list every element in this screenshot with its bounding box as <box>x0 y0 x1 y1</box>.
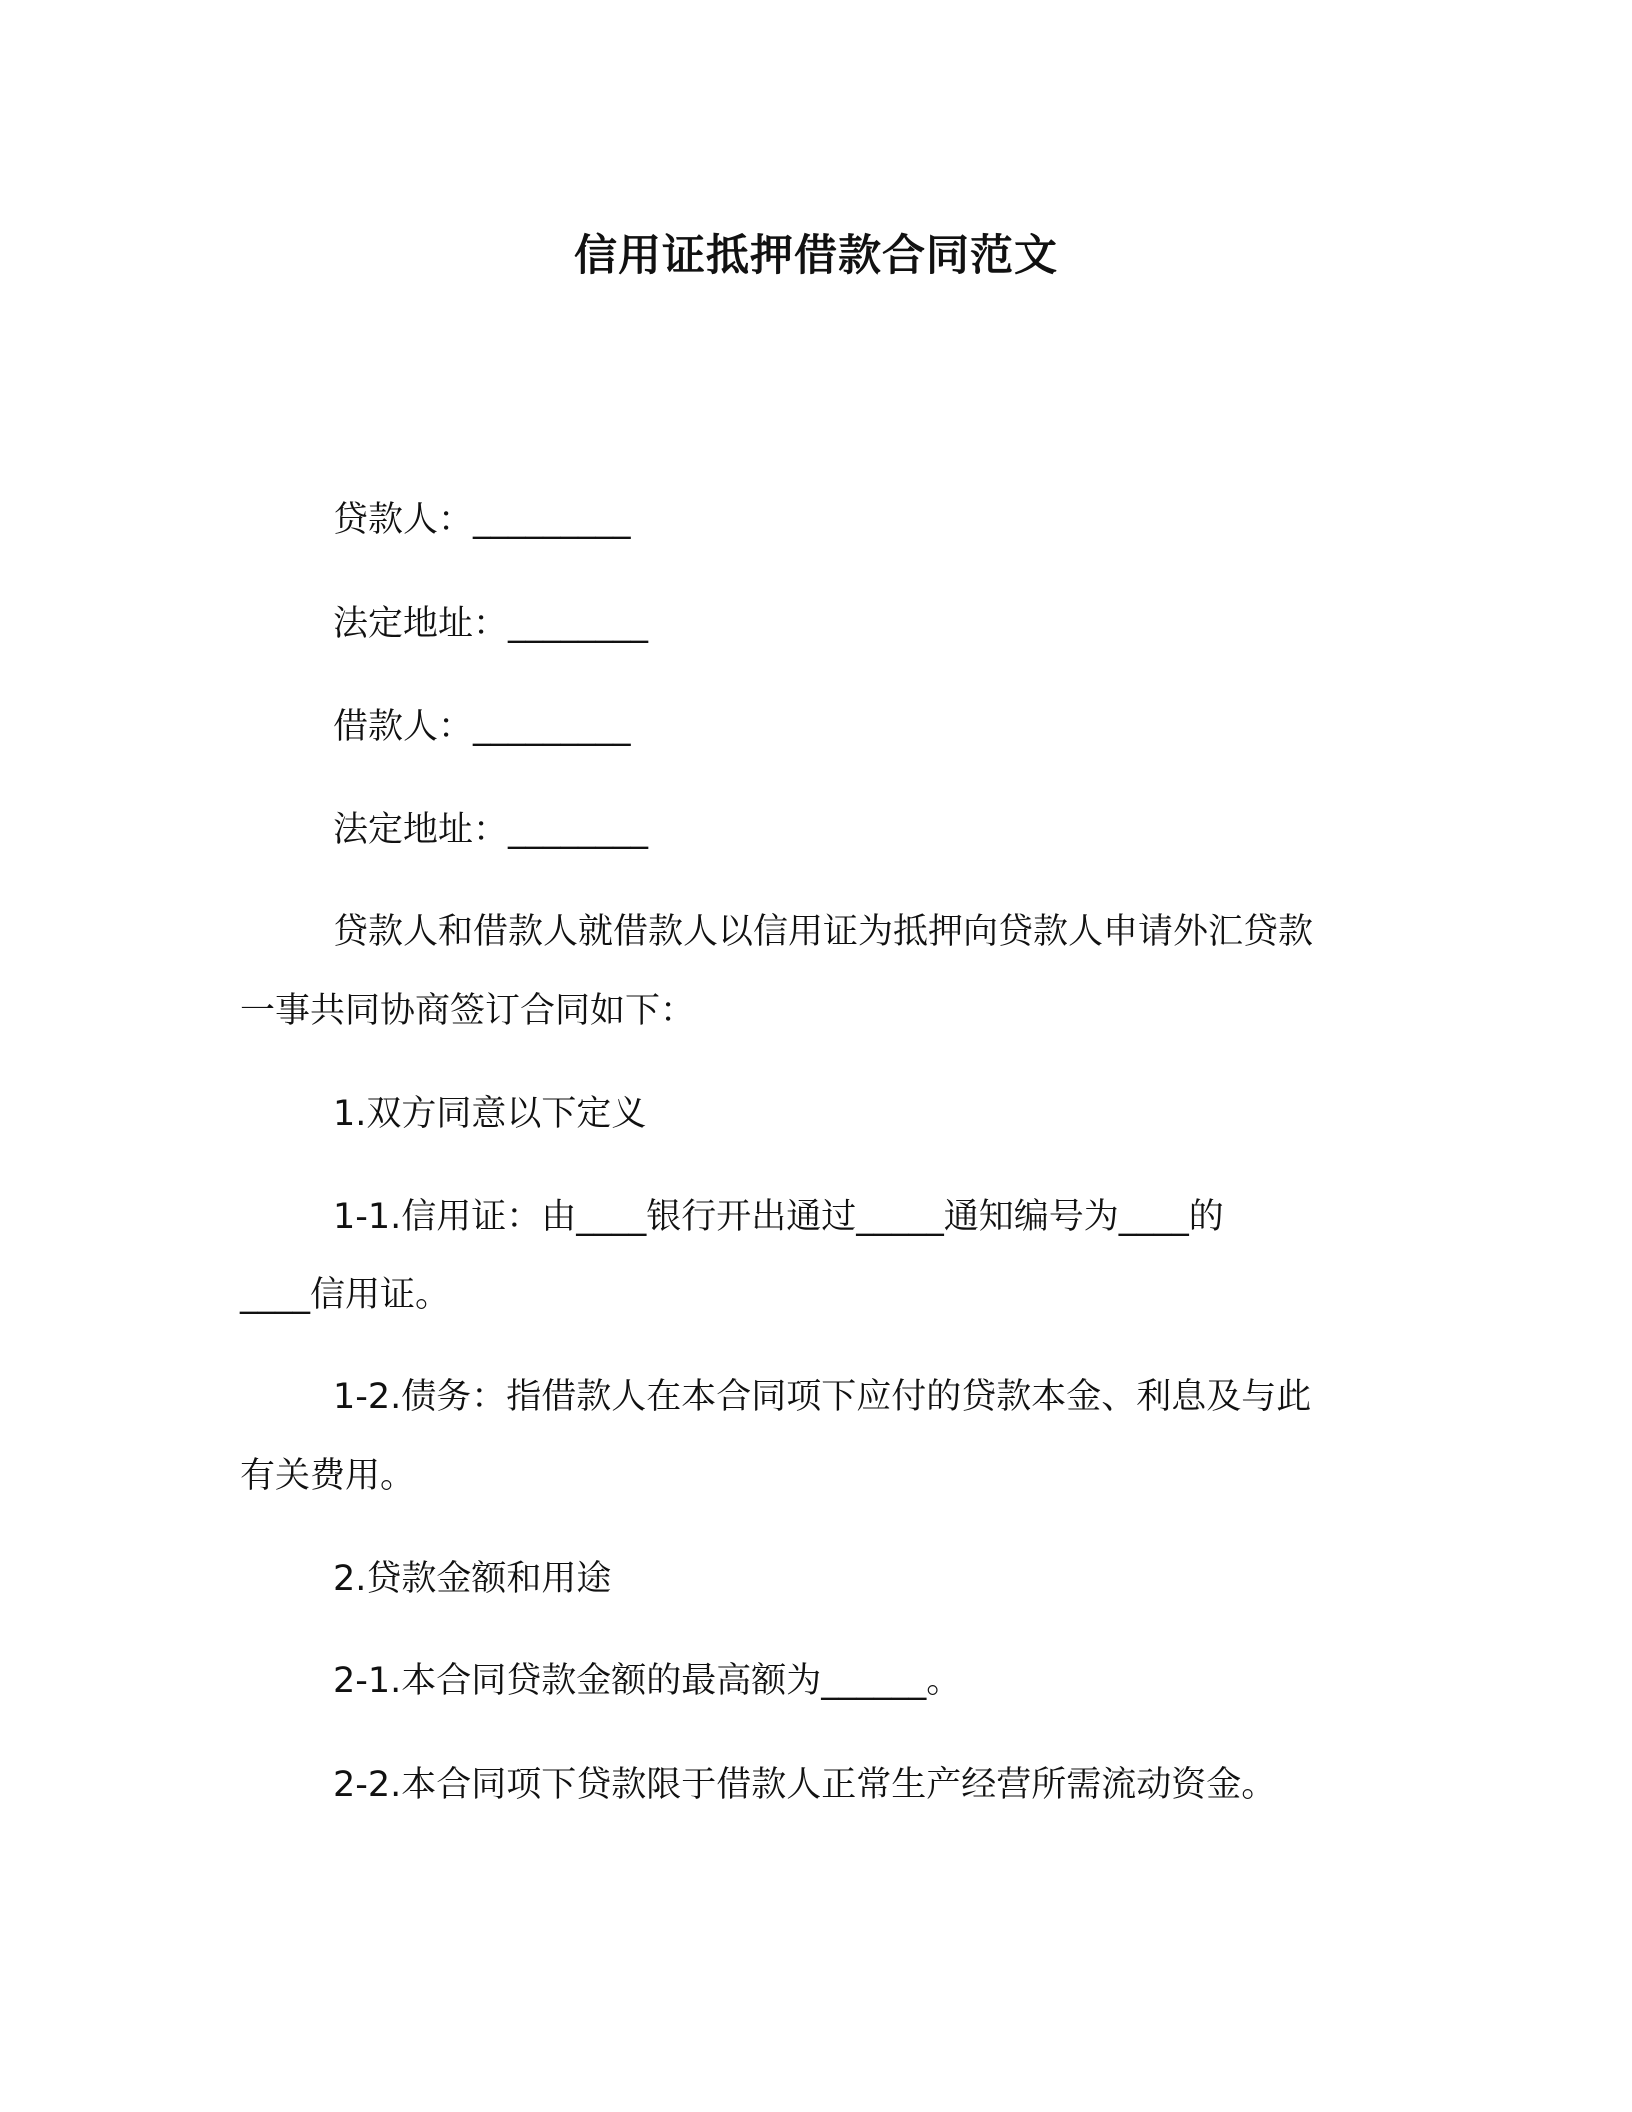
section-2-heading: 2.贷款金额和用途 <box>333 1559 612 1599</box>
section-1-heading: 1.双方同意以下定义 <box>333 1094 647 1134</box>
clause-1-1-line-1: 1-1.信用证：由____银行开出通过_____通知编号为____的 <box>333 1197 1224 1237</box>
document-title: 信用证抵押借款合同范文 <box>574 231 1058 281</box>
clause-1-1-line-2: ____信用证。 <box>240 1275 451 1315</box>
clause-1-2-line-1: 1-2.债务：指借款人在本合同项下应付的贷款本金、利息及与此 <box>333 1377 1312 1417</box>
preamble-line-1: 贷款人和借款人就借款人以信用证为抵押向贷款人申请外汇贷款 <box>333 912 1314 952</box>
clause-1-2-line-2: 有关费用。 <box>240 1456 416 1496</box>
clause-2-2-line: 2-2.本合同项下贷款限于借款人正常生产经营所需流动资金。 <box>333 1765 1277 1805</box>
preamble-line-2: 一事共同协商签订合同如下： <box>240 991 696 1031</box>
borrower-address-line: 法定地址：________ <box>333 810 649 850</box>
lender-line: 贷款人：_________ <box>333 500 631 540</box>
borrower-line: 借款人：_________ <box>333 707 631 747</box>
lender-address-line: 法定地址：________ <box>333 604 649 644</box>
clause-2-1-line: 2-1.本合同贷款金额的最高额为______。 <box>333 1661 962 1701</box>
